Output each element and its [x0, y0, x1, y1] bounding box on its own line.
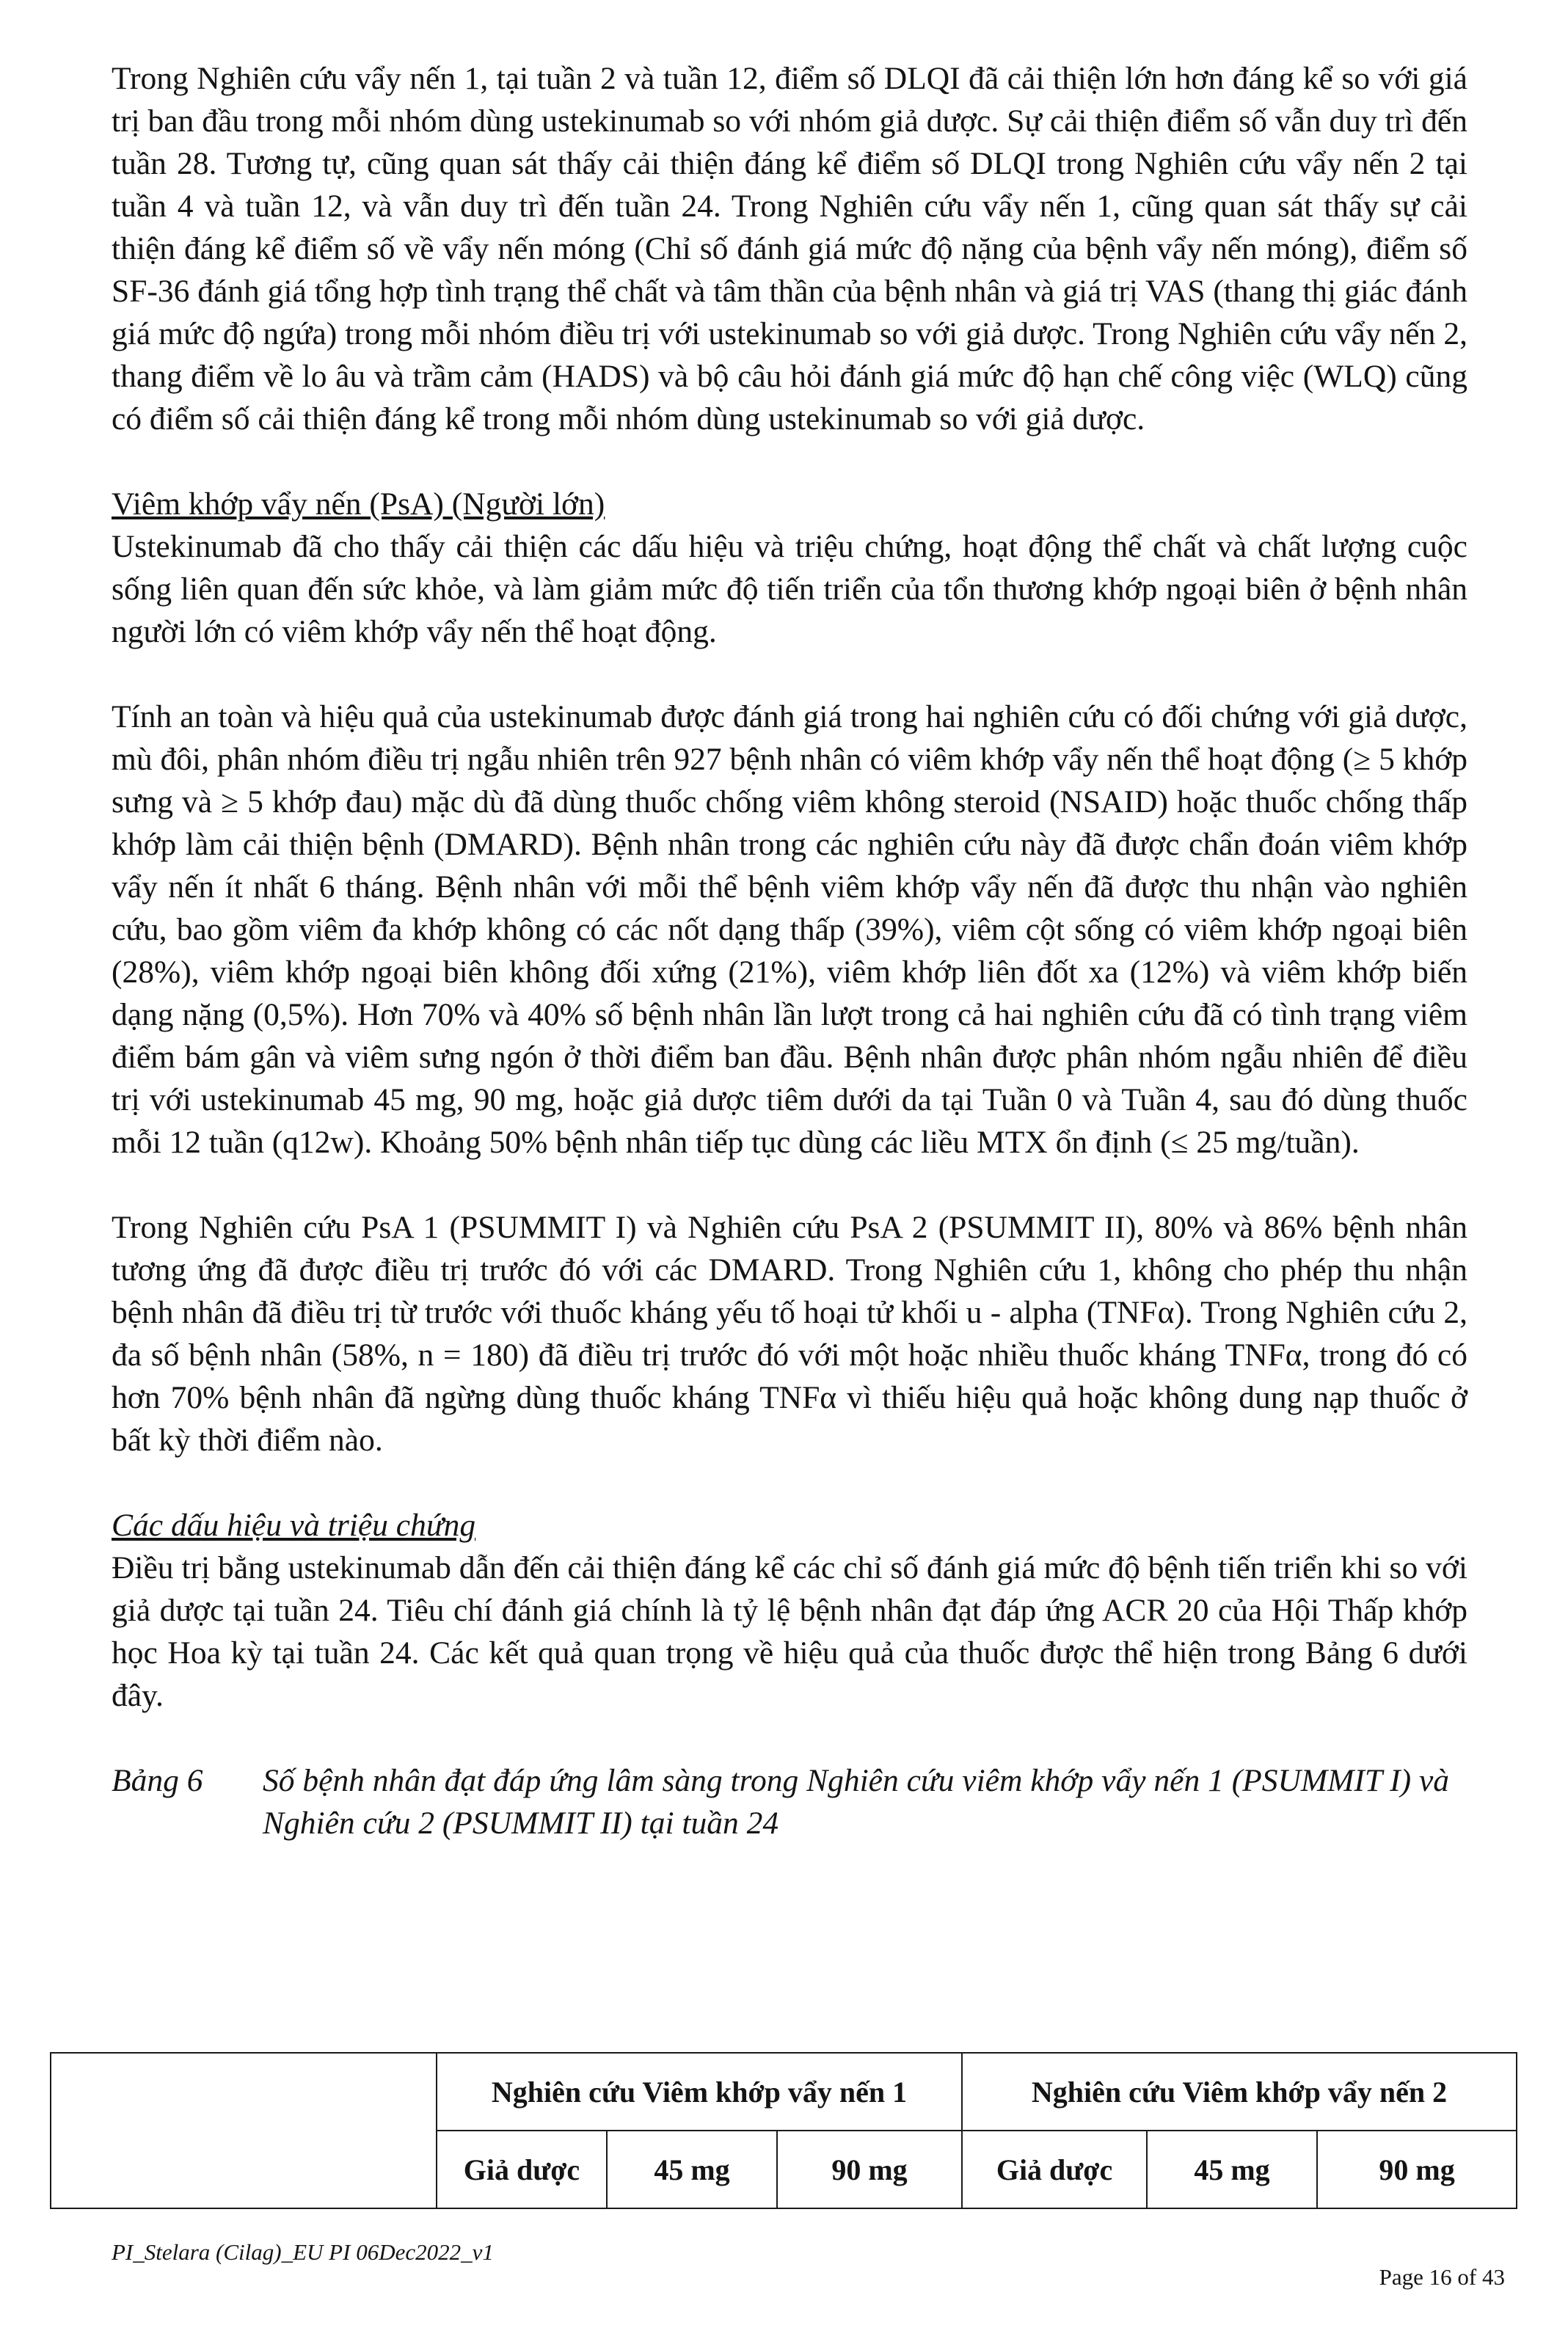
table-col-90mg-2: 90 mg [1317, 2131, 1517, 2208]
table-header-row [51, 2053, 1517, 2131]
paragraph-psa-safety: Tính an toàn và hiệu quả của ustekinumab được đánh giá trong hai nghiên cứu có đối chứng với giả dược, mù đôi, phân nhóm điều trị ngẫu nhiên trên 927 bệnh nhân có viêm khớp vẩy nến thể hoạt động (≥ 5 khớp sưng và ≥ 5 khớp đau) mặc dù đã dùng thuốc chống viêm không steroid (NSAID) hoặc thuốc chống thấp khớp làm cải thiện bệnh (DMARD). Bệnh nhân trong các nghiên cứu này đã được chẩn đoán viêm khớp vẩy nến ít nhất 6 tháng. Bệnh nhân với mỗi thể bệnh viêm khớp vẩy nến đã được thu nhận vào nghiên cứu, bao gồm viêm đa khớp không có các nốt dạng thấp (39%), viêm cột sống có viêm khớp ngoại biên (28%), viêm khớp ngoại biên không đối xứng (21%), viêm khớp liên đốt xa (12%) và viêm khớp biến dạng nặng (0,5%). Hơn 70% và 40% số bệnh nhân lần lượt trong cả hai nghiên cứu đã có tình trạng viêm điểm bám gân và viêm sưng ngón ở thời điểm ban đầu. Bệnh nhân được phân nhóm ngẫu nhiên để điều trị với ustekinumab 45 mg, 90 mg, hoặc giả dược tiêm dưới da tại Tuần 0 và Tuần 4, sau đó dùng thuốc mỗi 12 tuần (q12w). Khoảng 50% bệnh nhân tiếp tục dùng các liều MTX ổn định (≤ 25 mg/tuần). [112, 699, 1467, 1160]
section-heading-signs: Các dấu hiệu và triệu chứng [112, 1508, 476, 1543]
table-caption [112, 1759, 1467, 1844]
table-caption-label: Bảng 6 [112, 1763, 203, 1798]
table-caption-text: Số bệnh nhân đạt đáp ứng lâm sàng trong Nghiên cứu viêm khớp vẩy nến 1 (PSUMMIT I) và Nghiên cứu 2 (PSUMMIT II) tại tuần 24 [263, 1763, 1450, 1841]
table-empty-corner [51, 2053, 437, 2208]
paragraph-psa-studies: Trong Nghiên cứu PsA 1 (PSUMMIT I) và Nghiên cứu PsA 2 (PSUMMIT II), 80% và 86% bệnh nhân tương ứng đã được điều trị trước đó với các DMARD. Trong Nghiên cứu 1, không cho phép thu nhận bệnh nhân đã điều trị từ trước với thuốc kháng yếu tố hoại tử khối u - alpha (TNFα). Trong Nghiên cứu 2, đa số bệnh nhân (58%, n = 180) đã điều trị trước đó với một hoặc nhiều thuốc kháng TNFα, trong đó có hơn 70% bệnh nhân đã ngừng dùng thuốc kháng TNFα vì thiếu hiệu quả hoặc không dung nạp thuốc ở bất kỳ thời điểm nào. [112, 1210, 1467, 1458]
footer-page-number: Page 16 of 43 [1379, 2264, 1505, 2290]
table-col-45mg-1: 45 mg [607, 2131, 777, 2208]
paragraph-signs: Điều trị bằng ustekinumab dẫn đến cải thiện đáng kể các chỉ số đánh giá mức độ bệnh tiến triển khi so với giả dược tại tuần 24. Tiêu chí đánh giá chính là tỷ lệ bệnh nhân đạt đáp ứng ACR 20 của Hội Thấp khớp học Hoa kỳ tại tuần 24. Các kết quả quan trọng về hiệu quả của thuốc được thể hiện trong Bảng 6 dưới đây. [112, 1550, 1467, 1713]
section-heading-psa: Viêm khớp vẩy nến (PsA) (Người lớn) [112, 486, 605, 522]
paragraph-dlqi: Trong Nghiên cứu vẩy nến 1, tại tuần 2 và tuần 12, điểm số DLQI đã cải thiện lớn hơn đáng kể so với giá trị ban đầu trong mỗi nhóm dùng ustekinumab so với nhóm giả dược. Sự cải thiện điểm số vẫn duy trì đến tuần 28. Tương tự, cũng quan sát thấy cải thiện đáng kể điểm số DLQI trong Nghiên cứu vẩy nến 2 tại tuần 4 và tuần 12, và vẫn duy trì đến tuần 24. Trong Nghiên cứu vẩy nến 1, cũng quan sát thấy sự cải thiện đáng kể điểm số về vẩy nến móng (Chỉ số đánh giá mức độ nặng của bệnh vẩy nến móng), điểm số SF-36 đánh giá tổng hợp tình trạng thể chất và tâm thần của bệnh nhân và giá trị VAS (thang thị giác đánh giá mức độ ngứa) trong mỗi nhóm điều trị với ustekinumab so với giả dược. Trong Nghiên cứu vẩy nến 2, thang điểm về lo âu và trầm cảm (HADS) và bộ câu hỏi đánh giá mức độ hạn chế công việc (WLQ) cũng có điểm số cải thiện đáng kể trong mỗi nhóm dùng ustekinumab so với giả dược. [112, 61, 1468, 437]
results-table [50, 2052, 1517, 2209]
footer-document-id: PI_Stelara (Cilag)_EU PI 06Dec2022_v1 [112, 2239, 494, 2265]
table-col-placebo-2: Giả dược [962, 2131, 1147, 2208]
paragraph-psa-intro: Ustekinumab đã cho thấy cải thiện các dấu hiệu và triệu chứng, hoạt động thể chất và chất lượng cuộc sống liên quan đến sức khỏe, và làm giảm mức độ tiến triển của tổn thương khớp ngoại biên ở bệnh nhân người lớn có viêm khớp vẩy nến thể hoạt động. [112, 529, 1467, 649]
table-header-study1: Nghiên cứu Viêm khớp vẩy nến 1 [437, 2053, 962, 2131]
table-col-45mg-2: 45 mg [1147, 2131, 1317, 2208]
document-body [112, 57, 1467, 1844]
table-col-90mg-1: 90 mg [777, 2131, 962, 2208]
table-header-study2: Nghiên cứu Viêm khớp vẩy nến 2 [962, 2053, 1517, 2131]
table-col-placebo-1: Giả dược [437, 2131, 607, 2208]
